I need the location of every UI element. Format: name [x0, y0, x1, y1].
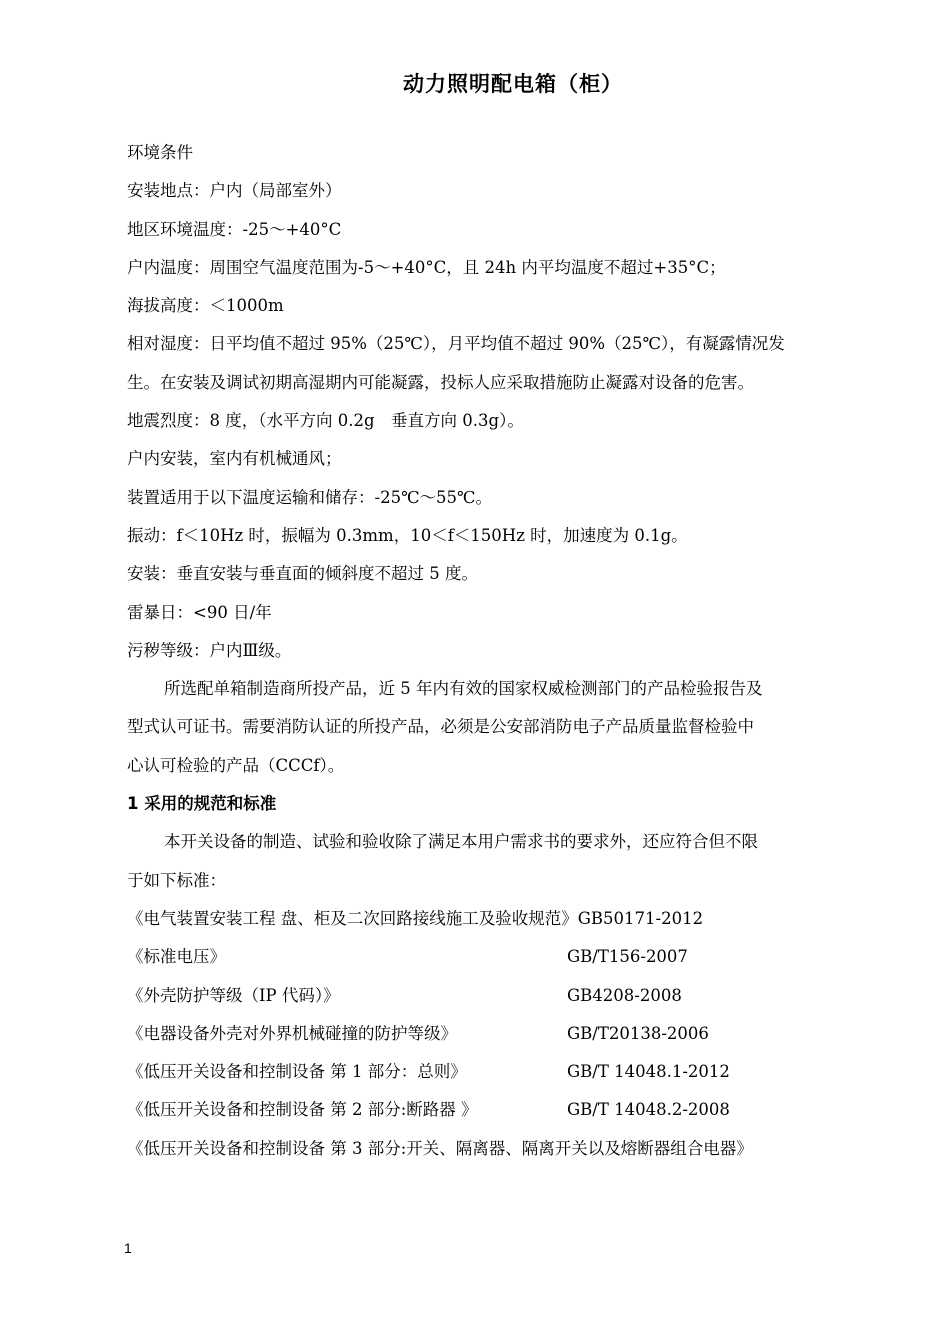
env-item-storage-temp: 装置适用于以下温度运输和储存：-25℃～55℃。: [127, 487, 492, 507]
env-item-indoor-temp: 户内温度：周围空气温度范围为-5～+40°C，且 24h 内平均温度不超过+35°C；: [127, 257, 726, 277]
env-item-ambient-temp: 地区环境温度：-25～+40°C: [127, 219, 342, 239]
cert-paragraph-line: 心认可检验的产品（CCCf）。: [127, 755, 345, 775]
document-body: [127, 134, 857, 1168]
standard-name: 《标准电压》: [127, 947, 226, 967]
env-item-humidity-cont: 生。在安装及调试初期高湿期内可能凝露，投标人应采取措施防止凝露对设备的危害。: [127, 372, 754, 392]
standard-name: 《电器设备外壳对外界机械碰撞的防护等级》: [127, 1023, 457, 1043]
env-heading: 环境条件: [127, 143, 193, 162]
env-item-mounting: 安装：垂直安装与垂直面的倾斜度不超过 5 度。: [127, 564, 478, 584]
standard-code: GB/T 14048.1-2012: [567, 1062, 730, 1082]
standard-item: 《低压开关设备和控制设备 第 3 部分:开关、隔离器、隔离开关以及熔断器组合电器》: [127, 1138, 753, 1158]
standard-item: [127, 1053, 857, 1091]
env-item-ventilation: 户内安装，室内有机械通风；: [127, 449, 342, 469]
cert-paragraph-line: 型式认可证书。需要消防认证的所投产品，必须是公安部消防电子产品质量监督检验中: [127, 717, 754, 737]
section-intro-line: 于如下标准：: [127, 870, 226, 890]
standard-item: [127, 938, 857, 976]
standard-code: GB/T20138-2006: [567, 1023, 709, 1043]
cert-paragraph-line: 所选配单箱制造商所投产品，近 5 年内有效的国家权威检测部门的产品检验报告及: [164, 679, 763, 699]
env-item-pollution: 污秽等级：户内Ⅲ级。: [127, 640, 292, 660]
section-intro-line: 本开关设备的制造、试验和验收除了满足本用户需求书的要求外，还应符合但不限: [164, 832, 758, 852]
env-item-humidity: 相对湿度：日平均值不超过 95%（25℃），月平均值不超过 90%（25℃），有凝露情况发: [127, 334, 785, 354]
standard-item: [127, 1091, 857, 1129]
standard-item: [127, 1015, 857, 1053]
section-heading: 1 采用的规范和标准: [127, 794, 277, 814]
env-item-seismic: 地震烈度：8 度，（水平方向 0.2g 垂直方向 0.3g）。: [127, 411, 524, 431]
page-number: 1: [124, 1240, 132, 1256]
env-item-install-location: 安装地点：户内（局部室外）: [127, 181, 342, 201]
env-item-vibration: 振动：f＜10Hz 时，振幅为 0.3mm，10＜f＜150Hz 时，加速度为 0.1g。: [127, 525, 688, 545]
env-item-thunderstorm: 雷暴日：<90 日/年: [127, 602, 272, 622]
standard-item: [127, 977, 857, 1015]
standard-name: 《外壳防护等级（IP 代码）》: [127, 985, 340, 1005]
page-title: 动力照明配电箱（柜）: [403, 72, 623, 96]
standard-code: GB4208-2008: [567, 985, 682, 1005]
env-item-altitude: 海拔高度：＜1000m: [127, 296, 284, 316]
standard-name: 《低压开关设备和控制设备 第 1 部分：总则》: [127, 1062, 467, 1082]
standard-code: GB/T 14048.2-2008: [567, 1100, 730, 1120]
standard-code: GB/T156-2007: [567, 947, 688, 967]
standard-item: 《电气装置安装工程 盘、柜及二次回路接线施工及验收规范》GB50171-2012: [127, 908, 704, 928]
standard-name: 《低压开关设备和控制设备 第 2 部分:断路器 》: [127, 1100, 478, 1120]
